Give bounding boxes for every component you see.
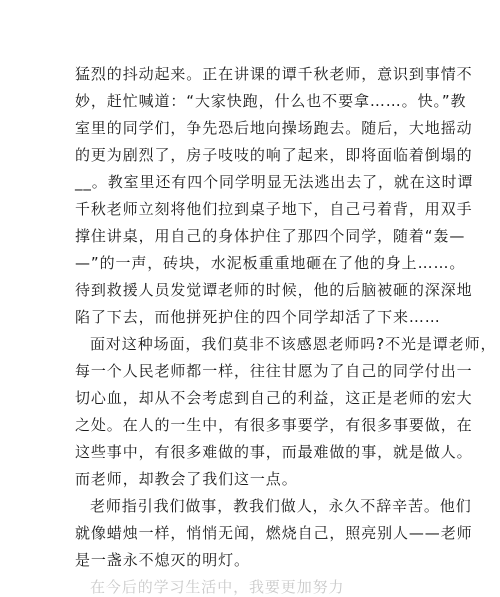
text-line: 就像蜡烛一样，悄悄无闻，燃烧自己，照亮别人——老师 <box>75 524 473 542</box>
paragraph-first-line: 面对这种场面，我们莫非不该感恩老师吗?不光是谭老师， <box>90 335 497 353</box>
text-line: 待到救援人员发觉谭老师的时候，他的后脑被砸的深深地 <box>75 281 473 299</box>
paragraph-first-line: 老师指引我们做事，教我们做人，永久不辞辛苦。他们 <box>90 497 472 515</box>
text-line: 千秋老师立刻将他们拉到桌子地下，自己弓着背，用双手 <box>75 200 473 218</box>
text-line: 的更为剧烈了，房子吱吱的响了起来，即将面临着倒塌的 <box>75 146 473 164</box>
partially-visible-line: 在今后的学习生活中，我要更加努力 <box>90 578 345 596</box>
text-line: 而老师，却教会了我们这一点。 <box>75 470 298 488</box>
text-line: __。教室里还有四个同学明显无法逃出去了，就在这时谭 <box>75 173 474 191</box>
text-line: 这些事中，有很多难做的事，而最难做的事，就是做人。 <box>75 443 473 461</box>
text-line: 陷了下去，而他拼死护住的四个同学却活了下来…… <box>75 308 441 326</box>
text-line: 是一盏永不熄灭的明灯。 <box>75 551 250 569</box>
text-line: 切心血，却从不会考虑到自己的利益，这正是老师的宏大 <box>75 389 473 407</box>
text-line: 猛烈的抖动起来。正在讲课的谭千秋老师，意识到事情不 <box>75 65 473 83</box>
text-line: 每一个人民老师都一样，往往甘愿为了自己的同学付出一 <box>75 362 473 380</box>
text-line: 撑住讲桌，用自己的身体护住了那四个同学，随着“轰— <box>75 227 466 245</box>
text-line: 之处。在人的一生中，有很多事要学，有很多事要做，在 <box>75 416 473 434</box>
text-line: 妙，赶忙喊道：“大家快跑，什么也不要拿……。快。”教 <box>75 92 467 110</box>
text-line: —”的一声，砖块，水泥板重重地砸在了他的身上……。 <box>75 254 466 272</box>
text-line: 室里的同学们，争先恐后地向操场跑去。随后，大地摇动 <box>75 119 473 137</box>
